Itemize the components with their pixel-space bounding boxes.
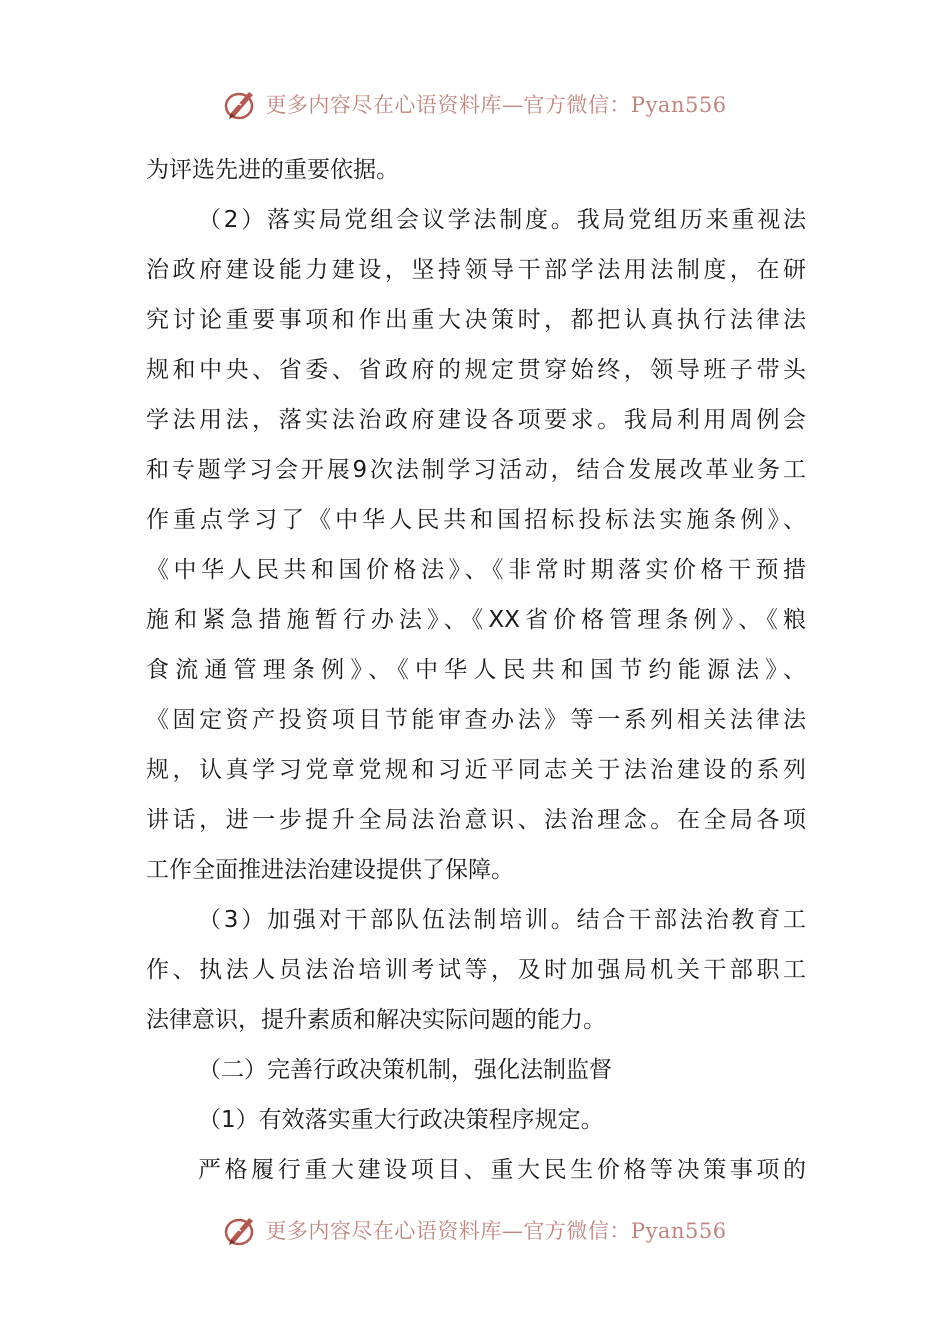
- text-line: 讲话，进一步提升全局法治意识、法治理念。在全局各项: [146, 807, 806, 833]
- text-line: 为评选先进的重要依据。: [146, 157, 399, 183]
- text-line: 法律意识，提升素质和解决实际问题的能力。: [146, 1007, 606, 1033]
- pen-logo-icon: [223, 86, 259, 122]
- text-line: 《固定资产投资项目节能审查办法》等一系列相关法律法: [146, 707, 806, 733]
- text-line: 作、执法人员法治培训考试等，及时加强局机关干部职工: [146, 957, 806, 983]
- text-line: （3）加强对干部队伍法制培训。结合干部法治教育工: [198, 907, 806, 933]
- section-heading: （二）完善行政决策机制，强化法制监督: [198, 1057, 612, 1083]
- text-line: 工作全面推进法治建设提供了保障。: [146, 857, 514, 883]
- text-line: 和专题学习会开展9次法制学习活动，结合发展改革业务工: [146, 457, 806, 483]
- text-line: 《中华人民共和国价格法》、《非常时期落实价格干预措: [146, 557, 806, 583]
- text-line: 食流通管理条例》、《中华人民共和国节约能源法》、: [146, 657, 806, 683]
- text-line: 施和紧急措施暂行办法》、《XX省价格管理条例》、《粮: [146, 607, 806, 633]
- text-line: 究讨论重要事项和作出重大决策时，都把认真执行法律法: [146, 307, 806, 333]
- text-line: 规，认真学习党章党规和习近平同志关于法治建设的系列: [146, 757, 806, 783]
- text-line: 学法用法，落实法治政府建设各项要求。我局利用周例会: [146, 407, 806, 433]
- text-line: （1）有效落实重大行政决策程序规定。: [198, 1107, 604, 1133]
- watermark-text: 更多内容尽在心语资料库—官方微信：Pyan556: [265, 1219, 727, 1243]
- footer-watermark: [0, 1210, 950, 1250]
- text-line: （2）落实局党组会议学法制度。我局党组历来重视法: [198, 207, 806, 233]
- header-watermark: [0, 84, 950, 124]
- text-line: 作重点学习了《中华人民共和国招标投标法实施条例》、: [146, 507, 806, 533]
- text-line: 治政府建设能力建设，坚持领导干部学法用法制度，在研: [146, 257, 806, 283]
- watermark-text: 更多内容尽在心语资料库—官方微信：Pyan556: [265, 93, 727, 117]
- text-line: 严格履行重大建设项目、重大民生价格等决策事项的: [198, 1157, 806, 1183]
- pen-logo-icon: [223, 1212, 259, 1248]
- document-body: [146, 145, 806, 1195]
- text-line: 规和中央、省委、省政府的规定贯穿始终，领导班子带头: [146, 357, 806, 383]
